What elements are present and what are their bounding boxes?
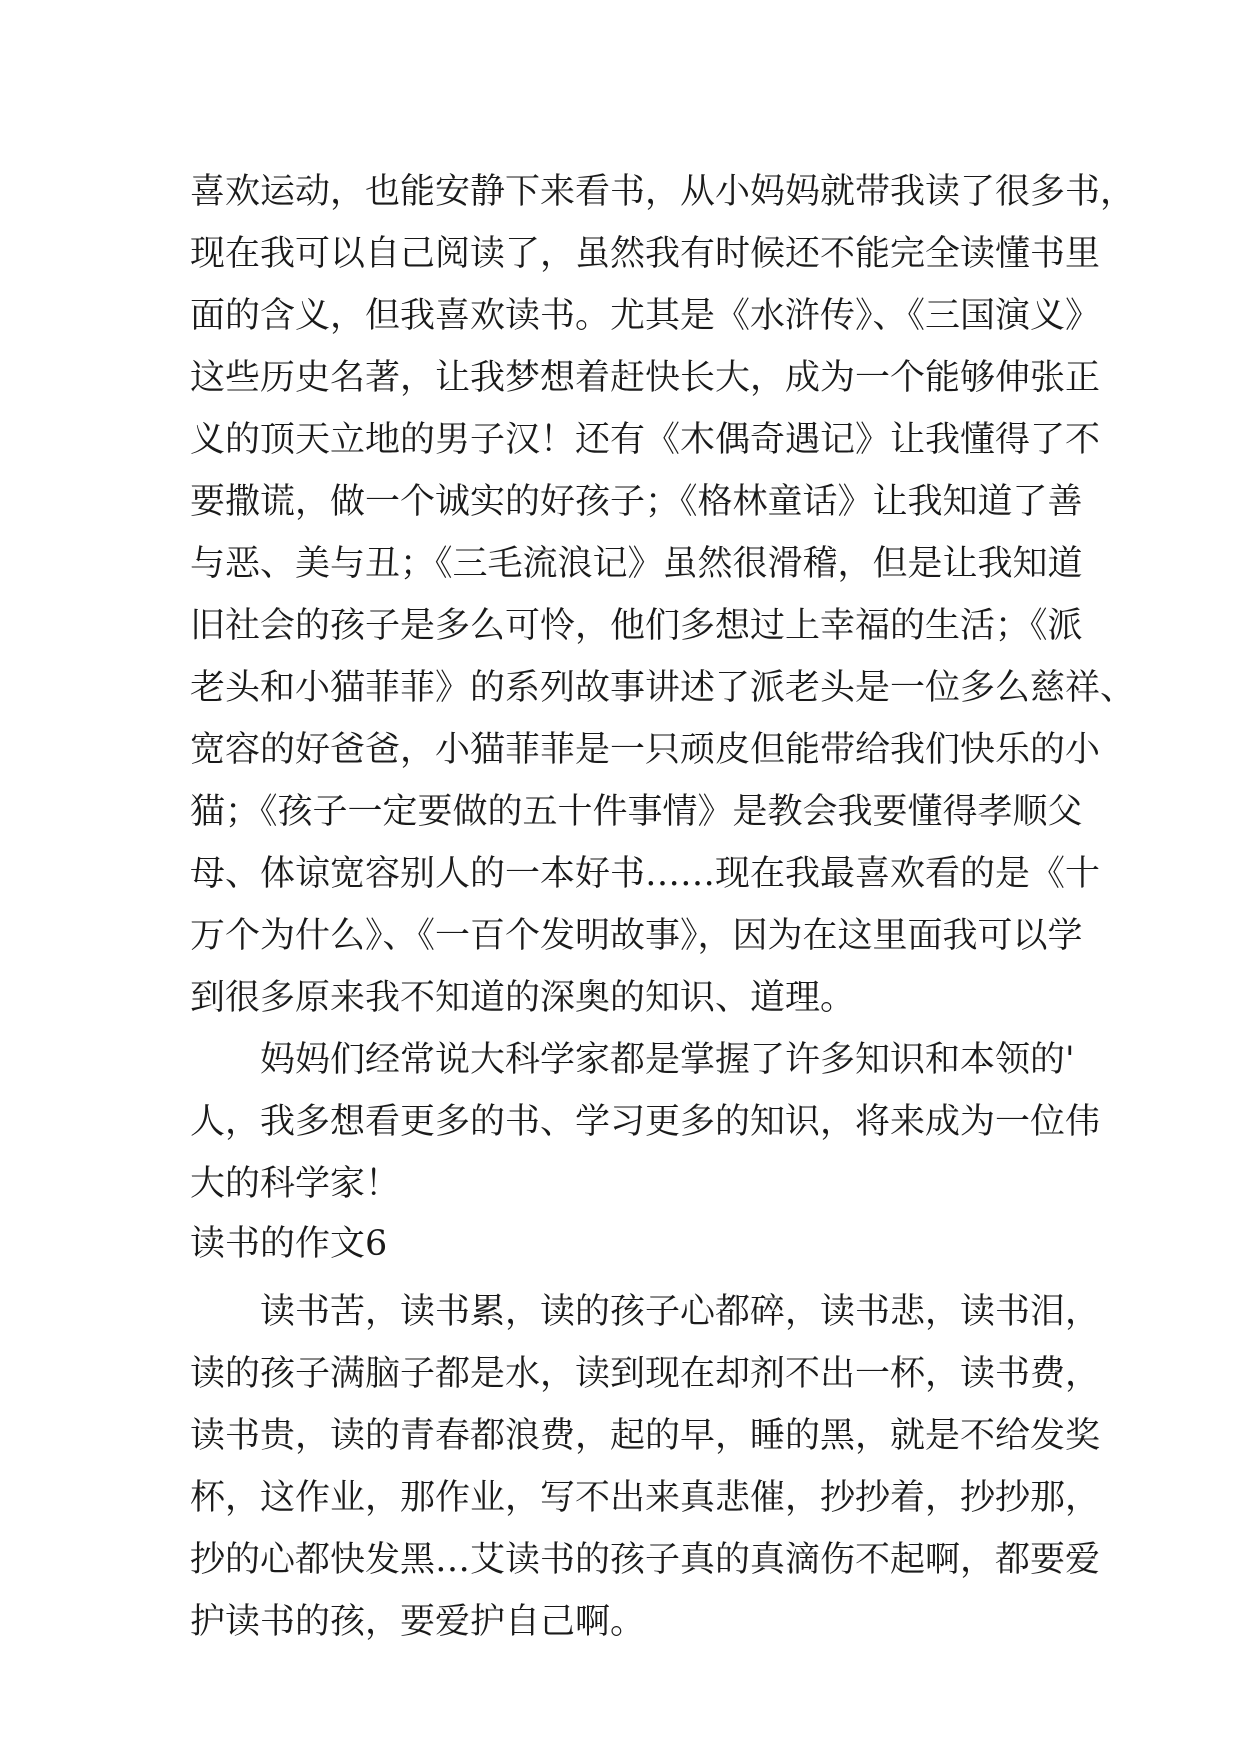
essay-heading: 读书的作文6: [190, 1224, 388, 1264]
paragraph-2-line: 妈妈们经常说大科学家都是掌握了许多知识和本领的': [260, 1040, 1075, 1080]
paragraph-3-line: 杯，这作业，那作业，写不出来真悲催，抄抄着，抄抄那，: [190, 1478, 1101, 1518]
paragraph-3-line: 护读书的孩，要爱护自己啊。: [190, 1602, 646, 1642]
paragraph-3-line: 读的孩子满脑子都是水，读到现在却剂不出一杯，读书费，: [190, 1354, 1101, 1394]
paragraph-1-line: 现在我可以自己阅读了，虽然我有时候还不能完全读懂书里: [190, 234, 1101, 274]
paragraph-1-line: 到很多原来我不知道的深奥的知识、道理。: [190, 978, 856, 1018]
paragraph-1-line: 万个为什么》、《一百个发明故事》，因为在这里面我可以学: [190, 916, 1083, 956]
paragraph-1-line: 面的含义，但我喜欢读书。尤其是《水浒传》、《三国演义》: [190, 296, 1101, 336]
paragraph-2-line: 大的科学家！: [190, 1164, 401, 1204]
paragraph-1-line: 义的顶天立地的男子汉！还有《木偶奇遇记》让我懂得了不: [190, 420, 1101, 460]
paragraph-1-line: 宽容的好爸爸，小猫菲菲是一只顽皮但能带给我们快乐的小: [190, 730, 1101, 770]
paragraph-1-line: 与恶、美与丑；《三毛流浪记》虽然很滑稽，但是让我知道: [190, 544, 1083, 584]
paragraph-3-line: 读书苦，读书累，读的孩子心都碎，读书悲，读书泪，: [260, 1292, 1101, 1332]
paragraph-1-line: 老头和小猫菲菲》的系列故事讲述了派老头是一位多么慈祥、: [190, 668, 1136, 708]
paragraph-1-line: 母、体谅宽容别人的一本好书……现在我最喜欢看的是《十: [190, 854, 1101, 894]
paragraph-3-line: 读书贵，读的青春都浪费，起的早，睡的黑，就是不给发奖: [190, 1416, 1101, 1456]
paragraph-1-line: 要撒谎，做一个诚实的好孩子；《格林童话》让我知道了善: [190, 482, 1083, 522]
paragraph-2-line: 人，我多想看更多的书、学习更多的知识，将来成为一位伟: [190, 1102, 1101, 1142]
paragraph-1-line: 这些历史名著，让我梦想着赶快长大，成为一个能够伸张正: [190, 358, 1101, 398]
paragraph-1-line: 猫；《孩子一定要做的五十件事情》是教会我要懂得孝顺父: [190, 792, 1083, 832]
paragraph-3-line: 抄的心都快发黑…艾读书的孩子真的真滴伤不起啊，都要爱: [190, 1540, 1101, 1580]
paragraph-1-line: 旧社会的孩子是多么可怜，他们多想过上幸福的生活；《派: [190, 606, 1083, 646]
paragraph-1-line: 喜欢运动，也能安静下来看书，从小妈妈就带我读了很多书，: [190, 172, 1136, 212]
